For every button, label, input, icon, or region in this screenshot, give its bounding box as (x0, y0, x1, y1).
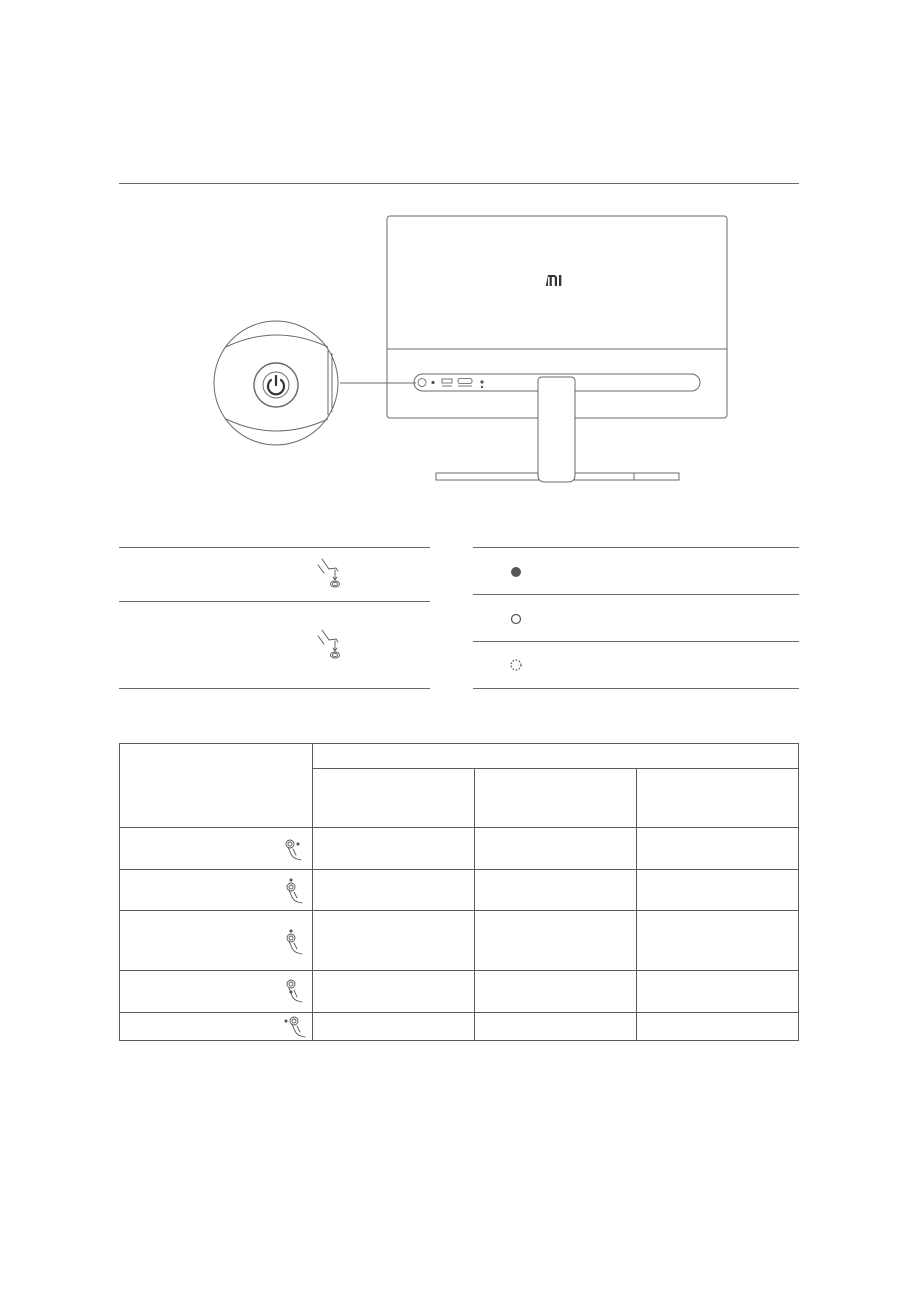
press-center-icon (283, 838, 305, 864)
indicator-divider-4 (473, 688, 799, 689)
monitor-stand (436, 377, 679, 482)
mi-logo (546, 275, 562, 286)
indicator-divider-3 (473, 641, 799, 642)
press-down-icon (283, 928, 305, 956)
button-function-table (119, 743, 799, 1041)
press-power-button-icon (316, 628, 344, 660)
top-divider (119, 183, 799, 184)
operations-divider-bottom (119, 688, 430, 689)
press-power-button-icon (316, 557, 344, 589)
operations-divider-mid (119, 601, 430, 602)
hollow-dot-icon (509, 612, 523, 626)
press-up-icon (283, 877, 305, 905)
indicator-divider-1 (473, 547, 799, 548)
dashed-dot-icon (509, 658, 523, 672)
monitor-rear-diagram (200, 205, 740, 500)
power-icon (268, 376, 284, 394)
press-right-icon (283, 978, 305, 1006)
press-left-icon (283, 1015, 307, 1039)
port-icons (418, 379, 483, 388)
solid-dot-icon (509, 565, 523, 579)
operations-divider-top (119, 547, 430, 548)
indicator-divider-2 (473, 594, 799, 595)
